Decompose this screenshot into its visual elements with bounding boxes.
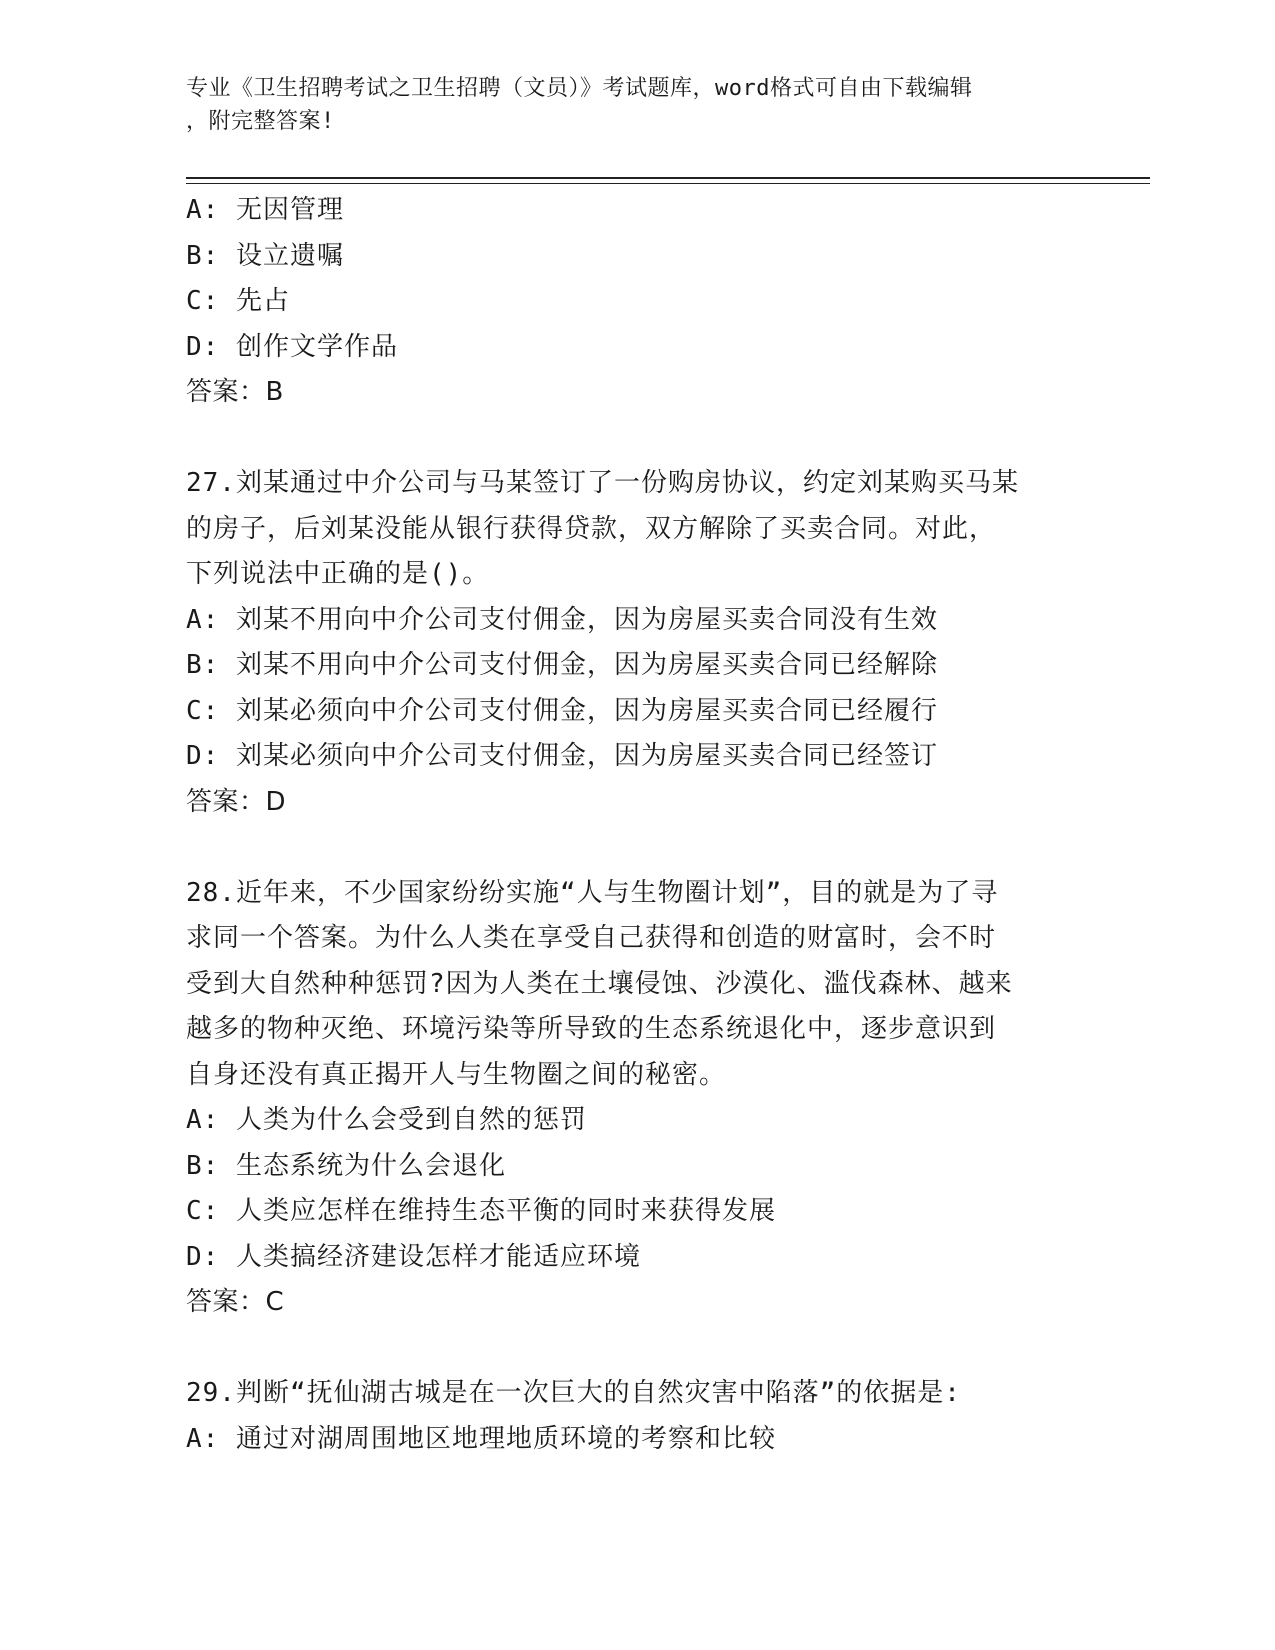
spacer (186, 416, 1086, 462)
question-28 (186, 871, 1086, 1326)
stem-line: 的房子，后刘某没能从银行获得贷款，双方解除了买卖合同。对此， (186, 513, 997, 544)
question-list (186, 188, 1086, 1462)
stem-line: 29.判断“抚仙湖古城是在一次巨大的自然灾害中陷落”的依据是: (186, 1378, 961, 1408)
option-c: C: 先占 (186, 286, 290, 316)
spacer (186, 1326, 1086, 1372)
option-a: A: 人类为什么会受到自然的惩罚 (186, 1105, 587, 1135)
option-b: B: 刘某不用向中介公司支付佣金，因为房屋买卖合同已经解除 (186, 650, 938, 680)
option-a: A: 通过对湖周围地区地理地质环境的考察和比较 (186, 1423, 776, 1454)
option-d: D: 刘某必须向中介公司支付佣金，因为房屋买卖合同已经签订 (186, 741, 938, 771)
question-26 (186, 188, 1086, 416)
option-c: C: 人类应怎样在维持生态平衡的同时来获得发展 (186, 1196, 776, 1226)
header-line-1: 专业《卫生招聘考试之卫生招聘（文员）》考试题库，word格式可自由下载编辑 (186, 76, 973, 101)
header-divider-thick (186, 177, 1150, 179)
question-stem (186, 1371, 1086, 1417)
header-line-2: ，附完整答案! (186, 109, 335, 134)
answer: 答案：D (186, 786, 287, 817)
question-stem (186, 871, 1086, 1099)
option-a: A: 刘某不用向中介公司支付佣金，因为房屋买卖合同没有生效 (186, 604, 938, 635)
option-b: B: 设立遗嘱 (186, 240, 344, 271)
option-a: A: 无因管理 (186, 195, 344, 225)
stem-line: 28.近年来，不少国家纷纷实施“人与生物圈计划”，目的就是为了寻 (186, 877, 999, 908)
document-header (186, 72, 1066, 138)
question-stem (186, 461, 1086, 598)
stem-line: 下列说法中正确的是()。 (186, 559, 490, 589)
stem-line: 受到大自然种种惩罚?因为人类在土壤侵蚀、沙漠化、滥伐森林、越来 (186, 968, 1013, 999)
stem-line: 27.刘某通过中介公司与马某签订了一份购房协议，约定刘某购买马某 (186, 468, 1019, 498)
answer: 答案：B (186, 377, 284, 407)
stem-line: 越多的物种灭绝、环境污染等所导致的生态系统退化中，逐步意识到 (186, 1014, 997, 1044)
stem-line: 求同一个答案。为什么人类在享受自己获得和创造的财富时，会不时 (186, 923, 997, 953)
option-d: D: 人类搞经济建设怎样才能适应环境 (186, 1241, 641, 1272)
stem-line: 自身还没有真正揭开人与生物圈之间的秘密。 (186, 1059, 727, 1090)
answer: 答案：C (186, 1287, 285, 1317)
option-d: D: 创作文学作品 (186, 331, 398, 362)
question-29 (186, 1371, 1086, 1462)
header-divider-thin (186, 183, 1150, 184)
option-b: B: 生态系统为什么会退化 (186, 1150, 506, 1181)
question-27 (186, 461, 1086, 825)
spacer (186, 825, 1086, 871)
option-c: C: 刘某必须向中介公司支付佣金，因为房屋买卖合同已经履行 (186, 695, 938, 726)
